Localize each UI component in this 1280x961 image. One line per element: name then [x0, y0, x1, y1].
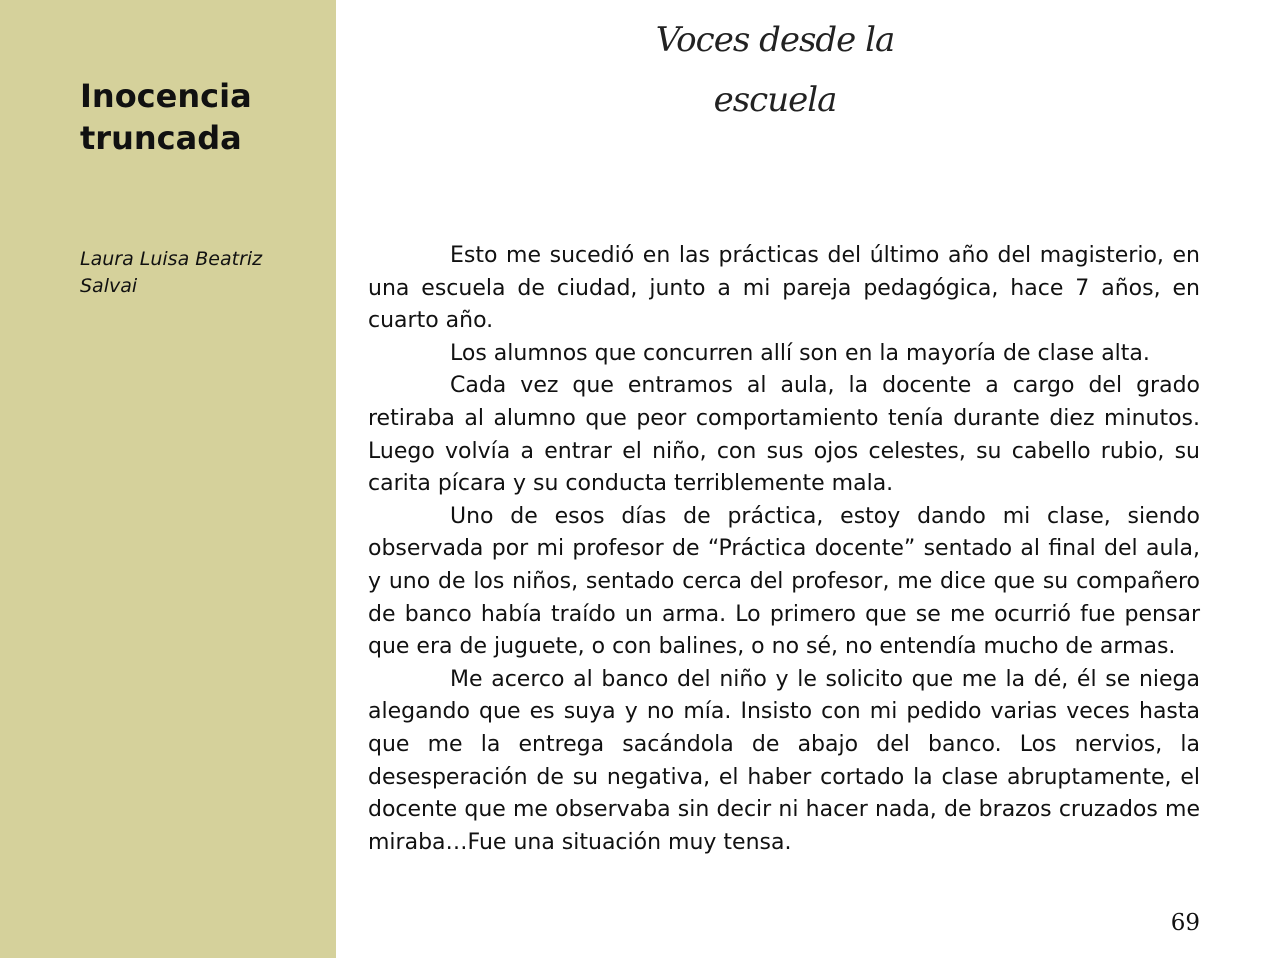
- article-body: [368, 240, 1200, 859]
- body-paragraph: Los alumnos que concurren allí son en la mayoría de clase alta.: [450, 340, 1150, 366]
- chapter-sidebar: [0, 0, 336, 958]
- article-title: Inocencia truncada: [80, 77, 252, 157]
- body-paragraph: Cada vez que entramos al aula, la docente a cargo del grado retiraba al alumno que peor comportamiento tenía durante diez minutos. Luego volvía a entrar el niño, con sus ojos celestes, su cabello rubio, su carita pícara y su conducta terriblemente mala.: [368, 373, 1200, 497]
- body-paragraph: Esto me sucedió en las prácticas del último año del magisterio, en una escuela de ciudad, junto a mi pareja pedagógica, hace 7 años, en cuarto año.: [368, 243, 1200, 334]
- body-paragraph: Uno de esos días de práctica, estoy dando mi clase, siendo observada por mi profesor de “Práctica docente” sentado al final del aula, y uno de los niños, sentado cerca del profesor, me dice que su compañero de banco había traído un arma. Lo primero que se me ocurrió fue pensar que era de juguete, o con balines, o no sé, no entendía mucho de armas.: [368, 503, 1200, 660]
- article-author: Laura Luisa Beatriz Salvai: [80, 248, 263, 297]
- page-number: 69: [1170, 910, 1200, 936]
- running-header: Voces desde la escuela: [655, 20, 895, 120]
- body-paragraph: Me acerco al banco del niño y le solicito que me la dé, él se niega alegando que es suya y no mía. Insisto con mi pedido varias veces hasta que me la entrega sacándola de abajo del banco. Los nervios, la desesperación de su negativa, el haber cortado la clase abruptamente, el docente que me observaba sin decir ni hacer nada, de brazos cruzados me miraba…Fue una situación muy tensa.: [368, 666, 1200, 855]
